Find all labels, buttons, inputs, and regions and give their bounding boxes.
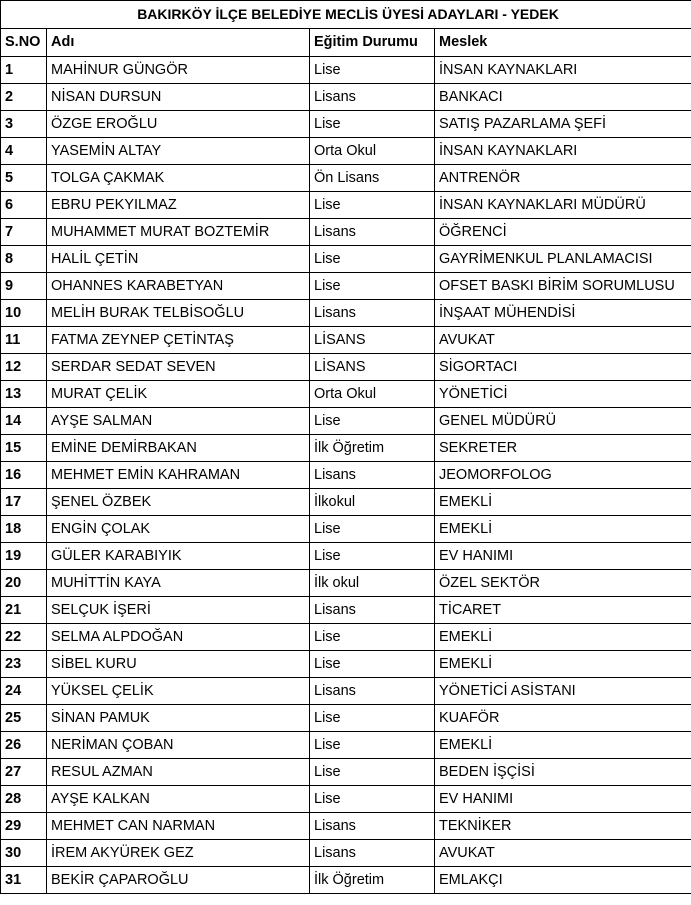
table-row xyxy=(1,732,691,759)
table-row xyxy=(1,219,691,246)
cell-occupation: GENEL MÜDÜRÜ xyxy=(435,408,691,435)
table-row xyxy=(1,651,691,678)
cell-sno: 5 xyxy=(1,165,47,192)
cell-education: Lise xyxy=(310,732,435,759)
cell-name: NERİMAN ÇOBAN xyxy=(47,732,310,759)
cell-sno: 20 xyxy=(1,570,47,597)
cell-occupation: EMEKLİ xyxy=(435,489,691,516)
cell-name: NİSAN DURSUN xyxy=(47,84,310,111)
cell-occupation: SEKRETER xyxy=(435,435,691,462)
header-education: Eğitim Durumu xyxy=(310,29,435,57)
cell-education: Lise xyxy=(310,516,435,543)
cell-occupation: AVUKAT xyxy=(435,327,691,354)
cell-education: Lise xyxy=(310,705,435,732)
cell-education: Lisans xyxy=(310,300,435,327)
header-name: Adı xyxy=(47,29,310,57)
cell-occupation: GAYRİMENKUL PLANLAMACISI xyxy=(435,246,691,273)
table-row xyxy=(1,516,691,543)
cell-name: EBRU PEKYILMAZ xyxy=(47,192,310,219)
cell-sno: 16 xyxy=(1,462,47,489)
cell-occupation: İNŞAAT MÜHENDİSİ xyxy=(435,300,691,327)
table-row xyxy=(1,840,691,867)
cell-name: ENGİN ÇOLAK xyxy=(47,516,310,543)
cell-education: Orta Okul xyxy=(310,138,435,165)
cell-occupation: BANKACI xyxy=(435,84,691,111)
cell-name: ÖZGE EROĞLU xyxy=(47,111,310,138)
cell-occupation: EMEKLİ xyxy=(435,624,691,651)
table-row xyxy=(1,759,691,786)
table-row xyxy=(1,192,691,219)
cell-sno: 10 xyxy=(1,300,47,327)
cell-sno: 8 xyxy=(1,246,47,273)
table-row xyxy=(1,678,691,705)
table-row xyxy=(1,462,691,489)
table-row xyxy=(1,165,691,192)
table-row xyxy=(1,867,691,894)
cell-education: Lise xyxy=(310,786,435,813)
cell-education: Lise xyxy=(310,759,435,786)
cell-sno: 30 xyxy=(1,840,47,867)
table-row xyxy=(1,570,691,597)
cell-name: MEHMET CAN NARMAN xyxy=(47,813,310,840)
cell-occupation: ANTRENÖR xyxy=(435,165,691,192)
cell-occupation: İNSAN KAYNAKLARI xyxy=(435,57,691,84)
table-row xyxy=(1,246,691,273)
cell-education: İlk Öğretim xyxy=(310,435,435,462)
cell-education: İlkokul xyxy=(310,489,435,516)
cell-sno: 23 xyxy=(1,651,47,678)
table-row xyxy=(1,813,691,840)
cell-occupation: SATIŞ PAZARLAMA ŞEFİ xyxy=(435,111,691,138)
cell-education: Lise xyxy=(310,273,435,300)
cell-occupation: OFSET BASKI BİRİM SORUMLUSU xyxy=(435,273,691,300)
cell-occupation: İNSAN KAYNAKLARI xyxy=(435,138,691,165)
cell-sno: 17 xyxy=(1,489,47,516)
cell-name: SELÇUK İŞERİ xyxy=(47,597,310,624)
cell-occupation: EMEKLİ xyxy=(435,651,691,678)
cell-education: Lise xyxy=(310,624,435,651)
cell-name: YASEMİN ALTAY xyxy=(47,138,310,165)
table-row xyxy=(1,489,691,516)
cell-occupation: ÖZEL SEKTÖR xyxy=(435,570,691,597)
cell-name: BEKİR ÇAPAROĞLU xyxy=(47,867,310,894)
cell-occupation: EMLAKÇI xyxy=(435,867,691,894)
cell-name: MAHİNUR GÜNGÖR xyxy=(47,57,310,84)
cell-name: OHANNES KARABETYAN xyxy=(47,273,310,300)
cell-education: Lise xyxy=(310,57,435,84)
cell-occupation: ÖĞRENCİ xyxy=(435,219,691,246)
cell-occupation: SİGORTACI xyxy=(435,354,691,381)
cell-education: Lise xyxy=(310,246,435,273)
cell-occupation: BEDEN İŞÇİSİ xyxy=(435,759,691,786)
table-row xyxy=(1,408,691,435)
cell-education: İlk Öğretim xyxy=(310,867,435,894)
cell-name: MURAT ÇELİK xyxy=(47,381,310,408)
cell-education: Lisans xyxy=(310,840,435,867)
cell-education: Lise xyxy=(310,408,435,435)
cell-occupation: YÖNETİCİ ASİSTANI xyxy=(435,678,691,705)
cell-sno: 15 xyxy=(1,435,47,462)
cell-education: Lisans xyxy=(310,813,435,840)
table-row xyxy=(1,273,691,300)
cell-education: Lisans xyxy=(310,678,435,705)
cell-occupation: EMEKLİ xyxy=(435,732,691,759)
table-row xyxy=(1,57,691,84)
cell-sno: 2 xyxy=(1,84,47,111)
cell-name: MELİH BURAK TELBİSOĞLU xyxy=(47,300,310,327)
cell-sno: 11 xyxy=(1,327,47,354)
cell-sno: 14 xyxy=(1,408,47,435)
title-row xyxy=(1,1,691,29)
cell-sno: 24 xyxy=(1,678,47,705)
table-row xyxy=(1,111,691,138)
cell-education: Lisans xyxy=(310,219,435,246)
cell-name: SELMA ALPDOĞAN xyxy=(47,624,310,651)
cell-occupation: YÖNETİCİ xyxy=(435,381,691,408)
cell-sno: 26 xyxy=(1,732,47,759)
cell-name: YÜKSEL ÇELİK xyxy=(47,678,310,705)
cell-name: RESUL AZMAN xyxy=(47,759,310,786)
cell-sno: 21 xyxy=(1,597,47,624)
cell-sno: 27 xyxy=(1,759,47,786)
cell-education: Lise xyxy=(310,192,435,219)
cell-sno: 12 xyxy=(1,354,47,381)
cell-occupation: TİCARET xyxy=(435,597,691,624)
header-row xyxy=(1,29,691,57)
table-row xyxy=(1,300,691,327)
cell-education: LİSANS xyxy=(310,354,435,381)
cell-sno: 31 xyxy=(1,867,47,894)
cell-occupation: EV HANIMI xyxy=(435,543,691,570)
cell-occupation: EMEKLİ xyxy=(435,516,691,543)
cell-education: Lisans xyxy=(310,597,435,624)
table-row xyxy=(1,354,691,381)
table-body xyxy=(1,57,691,894)
cell-education: Lisans xyxy=(310,462,435,489)
cell-sno: 3 xyxy=(1,111,47,138)
cell-sno: 9 xyxy=(1,273,47,300)
table-row xyxy=(1,435,691,462)
table-row xyxy=(1,84,691,111)
cell-sno: 6 xyxy=(1,192,47,219)
cell-occupation: KUAFÖR xyxy=(435,705,691,732)
cell-name: TOLGA ÇAKMAK xyxy=(47,165,310,192)
cell-occupation: AVUKAT xyxy=(435,840,691,867)
cell-education: Lise xyxy=(310,543,435,570)
cell-sno: 18 xyxy=(1,516,47,543)
cell-occupation: JEOMORFOLOG xyxy=(435,462,691,489)
table-row xyxy=(1,786,691,813)
cell-sno: 29 xyxy=(1,813,47,840)
cell-name: MUHİTTİN KAYA xyxy=(47,570,310,597)
cell-sno: 25 xyxy=(1,705,47,732)
cell-occupation: EV HANIMI xyxy=(435,786,691,813)
header-occupation: Meslek xyxy=(435,29,691,57)
table-row xyxy=(1,327,691,354)
cell-education: LİSANS xyxy=(310,327,435,354)
cell-sno: 19 xyxy=(1,543,47,570)
cell-occupation: TEKNİKER xyxy=(435,813,691,840)
cell-name: EMİNE DEMİRBAKAN xyxy=(47,435,310,462)
cell-name: MEHMET EMİN KAHRAMAN xyxy=(47,462,310,489)
cell-name: AYŞE SALMAN xyxy=(47,408,310,435)
cell-education: Orta Okul xyxy=(310,381,435,408)
cell-name: HALİL ÇETİN xyxy=(47,246,310,273)
cell-occupation: İNSAN KAYNAKLARI MÜDÜRÜ xyxy=(435,192,691,219)
cell-sno: 28 xyxy=(1,786,47,813)
table-row xyxy=(1,597,691,624)
cell-name: MUHAMMET MURAT BOZTEMİR xyxy=(47,219,310,246)
cell-name: SİBEL KURU xyxy=(47,651,310,678)
table-row xyxy=(1,543,691,570)
cell-name: FATMA ZEYNEP ÇETİNTAŞ xyxy=(47,327,310,354)
cell-sno: 22 xyxy=(1,624,47,651)
header-sno: S.NO xyxy=(1,29,47,57)
cell-name: AYŞE KALKAN xyxy=(47,786,310,813)
cell-sno: 7 xyxy=(1,219,47,246)
cell-education: İlk okul xyxy=(310,570,435,597)
cell-name: ŞENEL ÖZBEK xyxy=(47,489,310,516)
cell-education: Ön Lisans xyxy=(310,165,435,192)
cell-name: SİNAN PAMUK xyxy=(47,705,310,732)
table-row xyxy=(1,705,691,732)
table-row xyxy=(1,381,691,408)
cell-education: Lisans xyxy=(310,84,435,111)
table-row xyxy=(1,624,691,651)
table-title: BAKIRKÖY İLÇE BELEDİYE MECLİS ÜYESİ ADAYLARI - YEDEK xyxy=(1,1,691,29)
cell-name: İREM AKYÜREK GEZ xyxy=(47,840,310,867)
cell-name: SERDAR SEDAT SEVEN xyxy=(47,354,310,381)
cell-education: Lise xyxy=(310,651,435,678)
table-row xyxy=(1,138,691,165)
cell-education: Lise xyxy=(310,111,435,138)
cell-sno: 13 xyxy=(1,381,47,408)
cell-name: GÜLER KARABIYIK xyxy=(47,543,310,570)
cell-sno: 4 xyxy=(1,138,47,165)
cell-sno: 1 xyxy=(1,57,47,84)
